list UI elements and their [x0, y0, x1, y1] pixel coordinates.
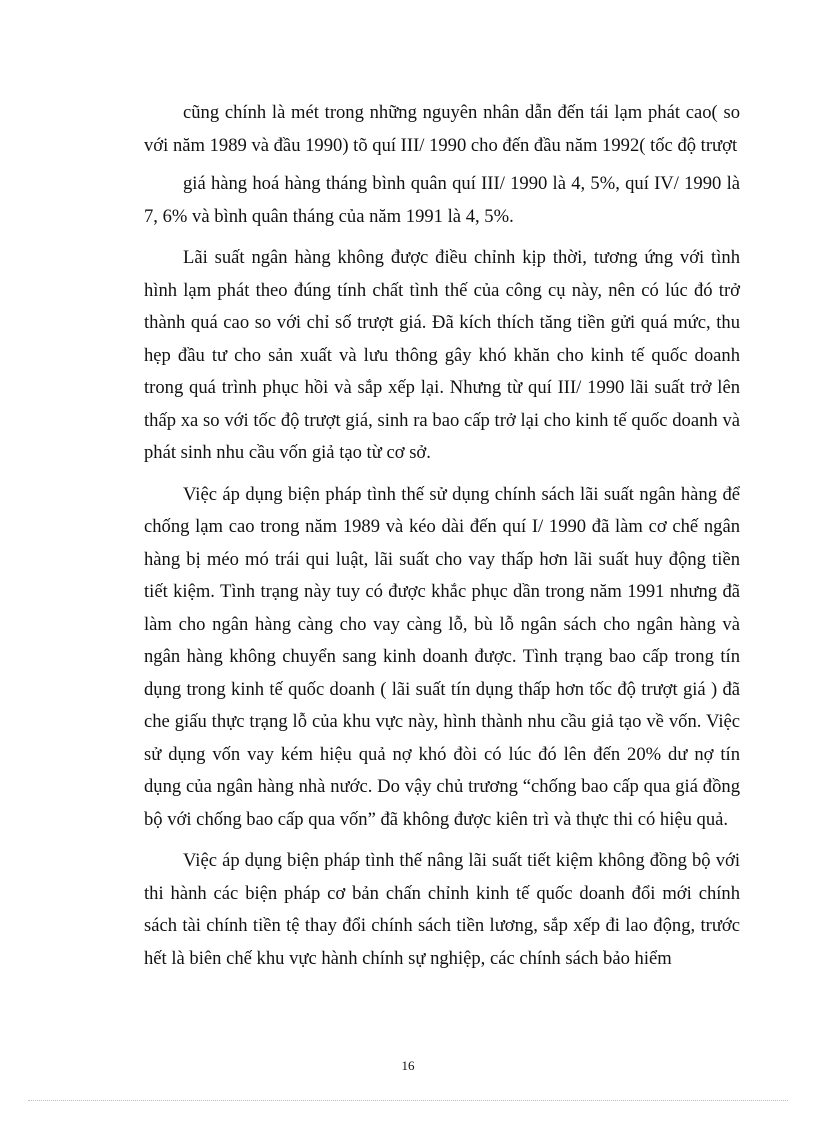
body-text	[144, 97, 740, 975]
footer-divider	[28, 1100, 788, 1101]
paragraph-4: Việc áp dụng biện pháp tình thế sử dụng chính sách lãi suất ngân hàng để chống lạm cao trong năm 1989 và kéo dài đến quí I/ 1990 đã làm cơ chế ngân hàng bị méo mó trái qui luật, lãi suất cho vay thấp hơn lãi suất huy động tiền tiết kiệm. Tình trạng này tuy có được khắc phục dần trong năm 1991 nhưng đã làm cho ngân hàng càng cho vay càng lỗ, bù lỗ ngân sách cho ngân hàng và ngân hàng không chuyển sang kinh doanh được. Tình trạng bao cấp trong tín dụng trong kinh tế quốc doanh ( lãi suất tín dụng thấp hơn tốc độ trượt giá ) đã che giấu thực trạng lỗ của khu vực này, hình thành nhu cầu giả tạo về vốn. Việc sử dụng vốn vay kém hiệu quả nợ khó đòi có lúc đó lên đến 20% dư nợ tín dụng của ngân hàng nhà nước. Do vậy chủ trương “chống bao cấp qua giá đồng bộ với chống bao cấp qua vốn” đã không được kiên trì và thực thi có hiệu quả.	[144, 483, 740, 830]
paragraph-3: Lãi suất ngân hàng không được điều chỉnh kịp thời, tương ứng với tình hình lạm phát theo đúng tính chất tình thế của công cụ này, nên có lúc đó trở thành quá cao so với chỉ số trượt giá. Đã kích thích tăng tiền gửi quá mức, thu hẹp đầu tư cho sản xuất và lưu thông gây khó khăn cho kinh tế quốc doanh trong quá trình phục hồi và sắp xếp lại. Nhưng từ quí III/ 1990 lãi suất trở lên thấp xa so với tốc độ trượt giá, sinh ra bao cấp trở lại cho kinh tế quốc doanh và phát sinh nhu cầu vốn giả tạo từ cơ sở.	[144, 247, 740, 463]
paragraph-1: cũng chính là mét trong những nguyên nhân dẫn đến tái lạm phát cao( so với năm 1989 và đầu 1990) tõ quí III/ 1990 cho đến đầu năm 1992( tốc độ trượt	[144, 102, 740, 156]
page-number: 16	[401, 1058, 415, 1073]
paragraph-2: giá hàng hoá hàng tháng bình quân quí III/ 1990 là 4, 5%, quí IV/ 1990 là 7, 6% và bình quân tháng của năm 1991 là 4, 5%.	[144, 173, 740, 227]
paragraph-5: Việc áp dụng biện pháp tình thế nâng lãi suất tiết kiệm không đồng bộ với thi hành các biện pháp cơ bản chấn chỉnh kinh tế quốc doanh đổi mới chính sách tài chính tiền tệ thay đổi chính sách tiền lương, sắp xếp đi lao động, trước hết là biên chế khu vực hành chính sự nghiệp, các chính sách bảo hiểm	[144, 850, 740, 969]
